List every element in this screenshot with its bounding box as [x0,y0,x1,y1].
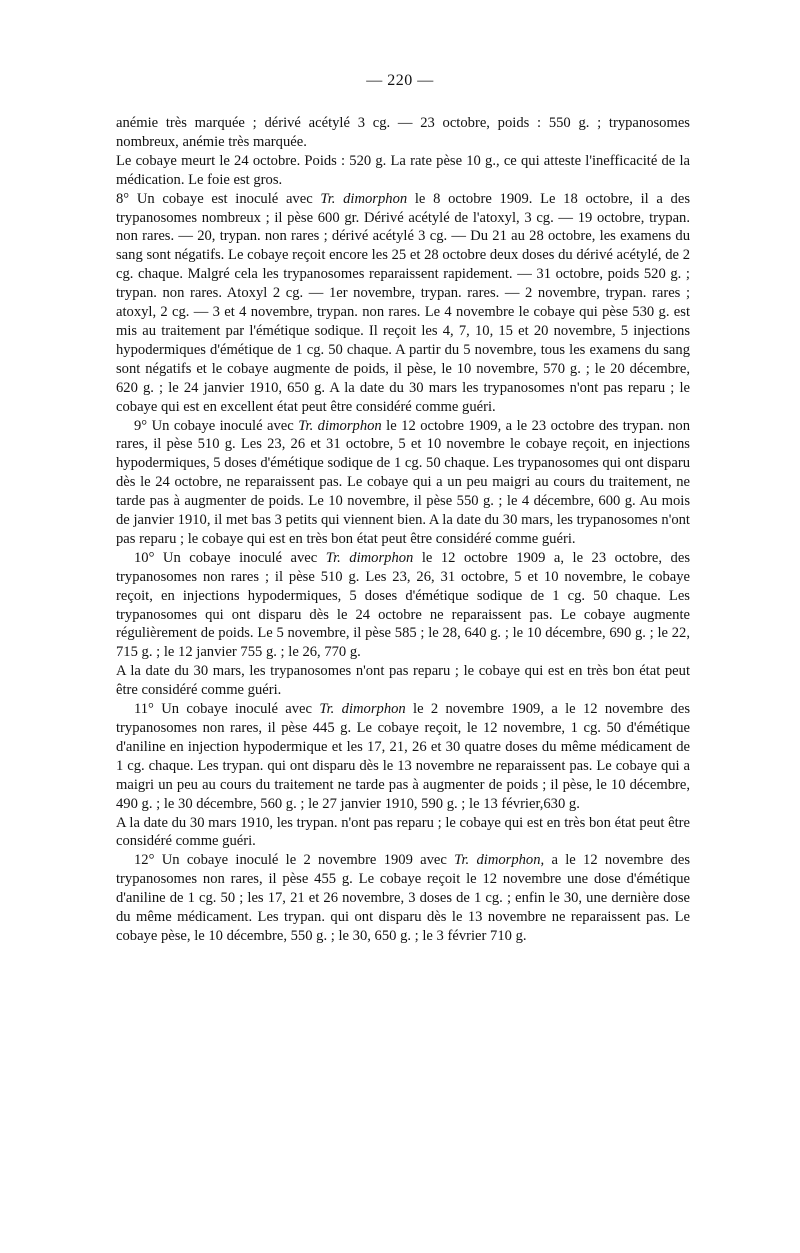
text-run: le 12 octobre 1909, a le 23 octobre des trypan. non rares, il pèse 510 g. Les 23, 26 et 31 octobre, 5 et 10 novembre le cobaye reçoit, en injections hypodermiques, 5 doses d'émétique sodique de 1 cg. 50 chaque. Les trypanosomes qui ont disparu dès le 24 octobre, ne reparaissent pas. Le cobaye qui a un peu maigri au cours du traitement, ne tarde pas à augmenter de poids. Le 10 novembre, il pèse 550 g. ; le 4 décembre, 600 g. Au mois de janvier 1910, il met bas 3 petits qui viennent bien. A la date du 30 mars, les trypanosomes n'ont pas reparu ; le cobaye qui est en très bon état peut être considéré comme guéri. [116,417,690,547]
text-run: 12° Un cobaye inoculé le 2 novembre 1909 avec [134,852,455,869]
species-name: Tr. dimorphon, [454,852,545,869]
paragraph-2 [116,152,690,190]
paragraph-3 [116,190,690,417]
text-run: A la date du 30 mars 1910, les trypan. n'ont pas reparu ; le cobaye qui est en très bon état peut être considéré comme guéri. [116,814,690,850]
text-run: 11° Un cobaye inoculé avec [134,701,320,718]
species-name: Tr. dimorphon [319,701,406,718]
body-text [116,114,690,946]
text-run: le 12 octobre 1909 a, le 23 octobre, des trypanosomes non rares ; il pèse 510 g. Les 23, 26, 31 octobre, 5 et 10 novembre, le cobaye reçoit, en injections hypodermiques, 5 doses d'émétique sodique de 1 cg. 50 chaque. Les trypanosomes qui ont disparu dès le 24 octobre ne reparaissent pas. Le cobaye augmente régulièrement de poids. Le 5 novembre, il pèse 585 ; le 28, 640 g. ; le 10 décembre, 690 g. ; le 22, 715 g. ; le 12 janvier 755 g. ; le 26, 770 g. [116,549,690,661]
text-run: Le cobaye meurt le 24 octobre. Poids : 520 g. La rate pèse 10 g., ce qui atteste l'inefficacité de la médication. Le foie est gros. [116,152,690,188]
paragraph-7 [116,700,690,813]
paragraph-6 [116,662,690,700]
text-run: le 2 novembre 1909, a le 12 novembre des trypanosomes non rares, il pèse 445 g. Le cobaye reçoit, le 12 novembre, 1 cg. 50 d'émétique d'aniline en injection hypodermique et les 17, 21, 26 et 30 quatre doses du même médicament de 1 cg. chaque. Les trypan. qui ont disparu dès le 13 novembre ne reparaissent pas. Le cobaye qui a maigri un peu au cours du traitement ne tarde pas à augmenter de poids ; il pèse, le 10 décembre, 490 g. ; le 30 décembre, 560 g. ; le 27 janvier 1910, 590 g. ; le 13 février,630 g. [116,701,690,812]
species-name: Tr. dimorphon [325,549,414,566]
text-run: anémie très marquée ; dérivé acétylé 3 cg. — 23 octobre, poids : 550 g. ; trypanosomes nombreux, anémie très marquée. [116,115,690,150]
text-run: A la date du 30 mars, les trypanosomes n'ont pas reparu ; le cobaye qui est en très bon état peut être considéré comme guéri. [116,663,690,699]
species-name: Tr. dimorphon [320,190,408,207]
text-run: 8° Un cobaye est inoculé avec [116,190,321,207]
text-run: 9° Un cobaye inoculé avec [134,417,299,434]
species-name: Tr. dimorphon [298,417,382,434]
paragraph-5 [116,549,690,662]
paragraph-9 [116,851,690,946]
text-run: le 8 octobre 1909. Le 18 octobre, il a des trypanosomes nombreux ; il pèse 600 gr. Dérivé acétylé de l'atoxyl, 3 cg. — 19 octobre, trypan. non rares. — 20, trypan. non rares ; dérivé acétylé 3 cg. — Du 21 au 28 octobre, les examens du sang sont négatifs. Le cobaye reçoit encore les 25 et 28 octobre deux doses du dérivé acétylé, de 2 cg. chaque. Malgré cela les trypanosomes reparaissent rapidement. — 31 octobre, poids 520 g. ; trypan. non rares. Atoxyl 2 cg. — 1er novembre, trypan. rares. — 2 novembre, trypan. rares ; atoxyl, 2 cg. — 3 et 4 novembre, trypan. non rares. Le 4 novembre le cobaye qui pèse 530 g. est mis au traitement par l'émétique sodique. Il reçoit les 4, 7, 10, 15 et 20 novembre, 5 injections hypodermiques d'émétique de 1 cg. 50 chaque. A partir du 5 novembre, tous les examens du sang sont négatifs et le cobaye augmente de poids, il pèse, le 10 novembre, 570 g. ; le 20 décembre, 620 g. ; le 24 janvier 1910, 650 g. A la date du 30 mars les trypanosomes n'ont pas reparu ; le cobaye qui est en excellent état peut être considéré comme guéri. [116,190,691,415]
paragraph-4 [116,417,690,549]
text-run: 10° Un cobaye inoculé avec [134,549,326,566]
page-number: — 220 — [366,72,434,89]
text-run: a le 12 novembre des trypanosomes non rares, il pèse 455 g. Le cobaye reçoit le 12 novembre une dose d'émétique d'aniline de 1 cg. 50 ; les 17, 21 et 26 novembre, 3 doses de 1 cg. ; enfin le 30, une dernière dose du même médicament. Les trypan. qui ont disparu dès le 13 novembre ne reparaissent pas. Le cobaye pèse, le 10 décembre, 550 g. ; le 30, 650 g. ; le 3 février 710 g. [116,852,691,944]
paragraph-8 [116,814,690,852]
paragraph-1 [116,114,690,152]
